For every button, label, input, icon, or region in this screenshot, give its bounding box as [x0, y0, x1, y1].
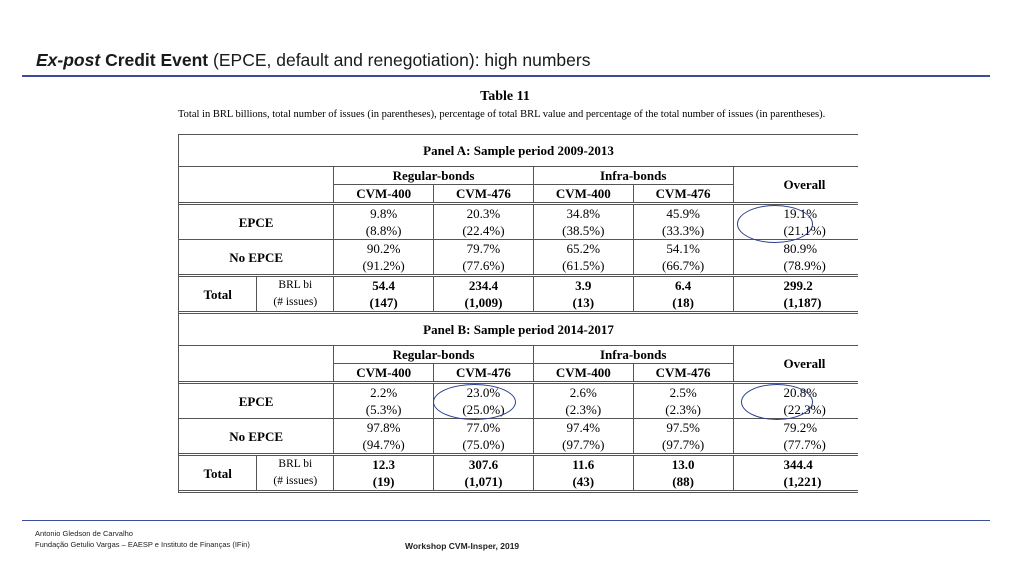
row-epce: EPCE: [179, 204, 334, 240]
col-overall: Overall: [733, 167, 858, 204]
col-cvm476: CVM-476: [434, 185, 534, 204]
row-noepce: No EPCE: [179, 419, 334, 455]
col-cvm400: CVM-400: [533, 364, 633, 383]
data-cell: 13.0 (88): [633, 455, 733, 492]
table-caption: Total in BRL billions, total number of issues (in parentheses), percentage of total BRL value and percentage of the total number of issues (in parentheses).: [178, 109, 826, 120]
highlight-circle-overall-a: [737, 205, 813, 243]
footer-event: Workshop CVM-Insper, 2019: [405, 541, 520, 551]
title-bold: Credit Event: [105, 50, 209, 70]
row-noepce: No EPCE: [179, 240, 334, 276]
data-cell: 307.6 (1,071): [434, 455, 534, 492]
data-cell: 2.6% (2.3%): [533, 383, 633, 419]
data-cell: 90.2% (91.2%): [334, 240, 434, 276]
group-regular: Regular-bonds: [334, 346, 534, 364]
data-cell: 97.4% (97.7%): [533, 419, 633, 455]
highlight-circle-cvm476-b: [433, 384, 516, 420]
data-cell: 23.0% (25.0%): [434, 383, 534, 419]
col-overall: Overall: [733, 346, 858, 383]
data-cell: 54.4 (147): [334, 276, 434, 313]
row-total: Total: [179, 455, 257, 492]
col-cvm400: CVM-400: [533, 185, 633, 204]
footer-affiliation: Fundação Getulio Vargas – EAESP e Instituto de Finanças (IFin): [35, 540, 250, 549]
data-cell: 234.4 (1,009): [434, 276, 534, 313]
total-subheader: BRL bi (# issues): [257, 455, 334, 492]
data-cell: 65.2% (61.5%): [533, 240, 633, 276]
panel-b-table: [179, 346, 858, 493]
slide-title: [36, 50, 590, 71]
data-cell: 344.4 (1,221): [733, 455, 858, 492]
col-cvm400: CVM-400: [334, 185, 434, 204]
group-infra: Infra-bonds: [533, 167, 733, 185]
footer-author: Antonio Gledson de Carvalho: [35, 529, 133, 538]
data-cell: 54.1% (66.7%): [633, 240, 733, 276]
title-italic: Ex-post: [36, 50, 101, 70]
data-cell: 19.1% (21.1%): [733, 204, 858, 240]
row-epce: EPCE: [179, 383, 334, 419]
data-cell: 20.8% (22.3%): [733, 383, 858, 419]
data-cell: 2.5% (2.3%): [633, 383, 733, 419]
data-cell: 79.7% (77.6%): [434, 240, 534, 276]
data-cell: 97.5% (97.7%): [633, 419, 733, 455]
group-regular: Regular-bonds: [334, 167, 534, 185]
data-cell: 77.0% (75.0%): [434, 419, 534, 455]
col-cvm476: CVM-476: [434, 364, 534, 383]
panel-a-title: Panel A: Sample period 2009-2013: [179, 135, 858, 167]
table-image: [170, 85, 826, 495]
col-cvm476: CVM-476: [633, 185, 733, 204]
group-infra: Infra-bonds: [533, 346, 733, 364]
data-cell: 9.8% (8.8%): [334, 204, 434, 240]
highlight-circle-overall-b: [741, 384, 813, 420]
total-subheader: BRL bi (# issues): [257, 276, 334, 313]
title-rest: (EPCE, default and renegotiation): high numbers: [213, 50, 591, 70]
data-cell: 6.4 (18): [633, 276, 733, 313]
data-cell: 20.3% (22.4%): [434, 204, 534, 240]
data-cell: 3.9 (13): [533, 276, 633, 313]
data-cell: 45.9% (33.3%): [633, 204, 733, 240]
data-cell: 34.8% (38.5%): [533, 204, 633, 240]
data-cell: 80.9% (78.9%): [733, 240, 858, 276]
footer-rule: [22, 520, 990, 521]
panel-b-title: Panel B: Sample period 2014-2017: [179, 314, 858, 346]
col-cvm400: CVM-400: [334, 364, 434, 383]
row-total: Total: [179, 276, 257, 313]
data-cell: 79.2% (77.7%): [733, 419, 858, 455]
col-cvm476: CVM-476: [633, 364, 733, 383]
title-rule: [22, 75, 990, 77]
data-cell: 97.8% (94.7%): [334, 419, 434, 455]
table-title: Table 11: [480, 89, 530, 104]
data-cell: 12.3 (19): [334, 455, 434, 492]
data-cell: 2.2% (5.3%): [334, 383, 434, 419]
data-cell: 11.6 (43): [533, 455, 633, 492]
data-cell: 299.2 (1,187): [733, 276, 858, 313]
footer-author-block: [35, 528, 250, 550]
